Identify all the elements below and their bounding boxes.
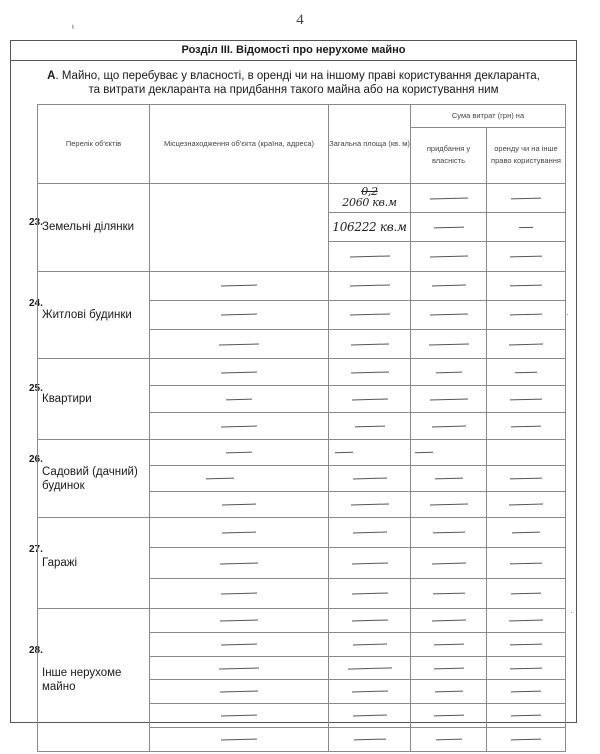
other-rent-2: [487, 632, 566, 656]
land-rent-2: [487, 213, 566, 242]
garages-location-1: [150, 518, 329, 548]
category-residential-houses: Житлові будинки: [38, 271, 150, 359]
garages-area-3: [329, 578, 411, 608]
other-rent-6: [487, 728, 566, 752]
garden-location-3: [150, 492, 329, 518]
apartments-rent-2: [487, 386, 566, 413]
garages-purchase-2: [411, 548, 487, 578]
other-location-2: [150, 632, 329, 656]
other-purchase-2: [411, 632, 487, 656]
garages-rent-1: [487, 518, 566, 548]
apartments-location-1: [150, 359, 329, 386]
garages-location-3: [150, 578, 329, 608]
other-area-2: [329, 632, 411, 656]
apartments-rent-3: [487, 413, 566, 440]
other-purchase-3: [411, 656, 487, 680]
row-number-25: 25.: [29, 383, 43, 394]
houses-rent-3: [487, 329, 566, 358]
houses-purchase-2: [411, 300, 487, 329]
land-area-1-top: 0,2: [361, 185, 378, 199]
houses-purchase-3: [411, 329, 487, 358]
garages-rent-2: [487, 548, 566, 578]
houses-location-2: [150, 300, 329, 329]
apartments-purchase-3: [411, 413, 487, 440]
houses-area-2: [329, 300, 411, 329]
garages-area-1: [329, 518, 411, 548]
garages-purchase-1: [411, 518, 487, 548]
row-number-28: 28.: [29, 645, 43, 656]
houses-rent-2: [487, 300, 566, 329]
apartments-area-1: [329, 359, 411, 386]
category-other-real-estate: Інше нерухоме майно: [38, 609, 150, 752]
row-number-26: 26.: [29, 454, 43, 465]
other-area-3: [329, 656, 411, 680]
land-area-1: [329, 183, 411, 212]
header-area: Загальна площа (кв. м): [329, 105, 411, 184]
other-location-1: [150, 609, 329, 633]
land-purchase-1: [411, 183, 487, 212]
land-rent-3: [487, 242, 566, 271]
apartments-area-2: [329, 386, 411, 413]
garden-area-3: [329, 492, 411, 518]
subtitle-line-2: та витрати декларанта на придбання такого майна або на користування ним: [88, 84, 499, 96]
declaration-section-frame: [10, 40, 577, 723]
houses-area-1: [329, 271, 411, 300]
other-rent-3: [487, 656, 566, 680]
header-location: Місцезнаходження об'єкта (країна, адреса): [150, 105, 329, 184]
garden-location-1: [150, 440, 329, 466]
garden-location-2: [150, 466, 329, 492]
category-garden-house: Садовий (дачний) будинок: [38, 440, 150, 518]
section-title: Розділ ІІІ. Відомості про нерухоме майно: [11, 41, 576, 61]
other-location-4: [150, 680, 329, 704]
garden-area-2: [329, 466, 411, 492]
header-rent: оренду чи на інше право користування: [487, 127, 566, 183]
apartments-location-3: [150, 413, 329, 440]
header-expenses: Сума витрат (грн) на: [411, 105, 566, 128]
apartments-location-2: [150, 386, 329, 413]
page-number: 4: [296, 12, 304, 28]
land-location-cell: [150, 183, 329, 271]
houses-rent-1: [487, 271, 566, 300]
other-rent-5: [487, 704, 566, 728]
garden-area-1: [329, 440, 411, 466]
other-area-5: [329, 704, 411, 728]
garden-rent-2: [487, 466, 566, 492]
garden-purchase-3: [411, 492, 487, 518]
property-table: [37, 104, 566, 752]
header-purchase: придбання у власність: [411, 127, 487, 183]
other-location-6: [150, 728, 329, 752]
other-area-6: [329, 728, 411, 752]
other-purchase-1: [411, 609, 487, 633]
other-rent-1: [487, 609, 566, 633]
garden-purchase-1: [411, 440, 487, 466]
land-rent-1: [487, 183, 566, 212]
row-number-24: 24.: [29, 298, 43, 309]
apartments-purchase-2: [411, 386, 487, 413]
scan-mark: ᵻ: [72, 22, 74, 31]
other-area-4: [329, 680, 411, 704]
garden-rent-1: [487, 440, 566, 466]
category-garages: Гаражі: [38, 518, 150, 609]
other-purchase-6: [411, 728, 487, 752]
other-location-3: [150, 656, 329, 680]
land-area-1-bottom: 2060 кв.м: [342, 196, 397, 210]
garages-purchase-3: [411, 578, 487, 608]
scan-mark: ·: [566, 310, 569, 319]
other-location-5: [150, 704, 329, 728]
section-subtitle: [11, 69, 576, 97]
garden-rent-3: [487, 492, 566, 518]
garages-location-2: [150, 548, 329, 578]
subtitle-letter: А: [47, 70, 56, 82]
category-apartments: Квартири: [38, 359, 150, 440]
apartments-area-3: [329, 413, 411, 440]
garages-rent-3: [487, 578, 566, 608]
header-objects: Перелік об'єктів: [38, 105, 150, 184]
houses-location-3: [150, 329, 329, 358]
apartments-rent-1: [487, 359, 566, 386]
land-purchase-2: [411, 213, 487, 242]
houses-purchase-1: [411, 271, 487, 300]
other-area-1: [329, 609, 411, 633]
houses-location-1: [150, 271, 329, 300]
category-land-plots: Земельні ділянки: [38, 183, 150, 271]
row-number-23: 23.: [29, 217, 43, 228]
row-number-27: 27.: [29, 544, 43, 555]
land-area-2: 106222 кв.м: [329, 213, 411, 242]
houses-area-3: [329, 329, 411, 358]
other-rent-4: [487, 680, 566, 704]
other-purchase-4: [411, 680, 487, 704]
subtitle-line-1: . Майно, що перебуває у власності, в оренді чи на іншому праві користування декларанта,: [55, 70, 540, 82]
land-area-3: [329, 242, 411, 271]
apartments-purchase-1: [411, 359, 487, 386]
other-purchase-5: [411, 704, 487, 728]
scan-mark: ·: [570, 608, 573, 617]
land-purchase-3: [411, 242, 487, 271]
garages-area-2: [329, 548, 411, 578]
garden-purchase-2: [411, 466, 487, 492]
